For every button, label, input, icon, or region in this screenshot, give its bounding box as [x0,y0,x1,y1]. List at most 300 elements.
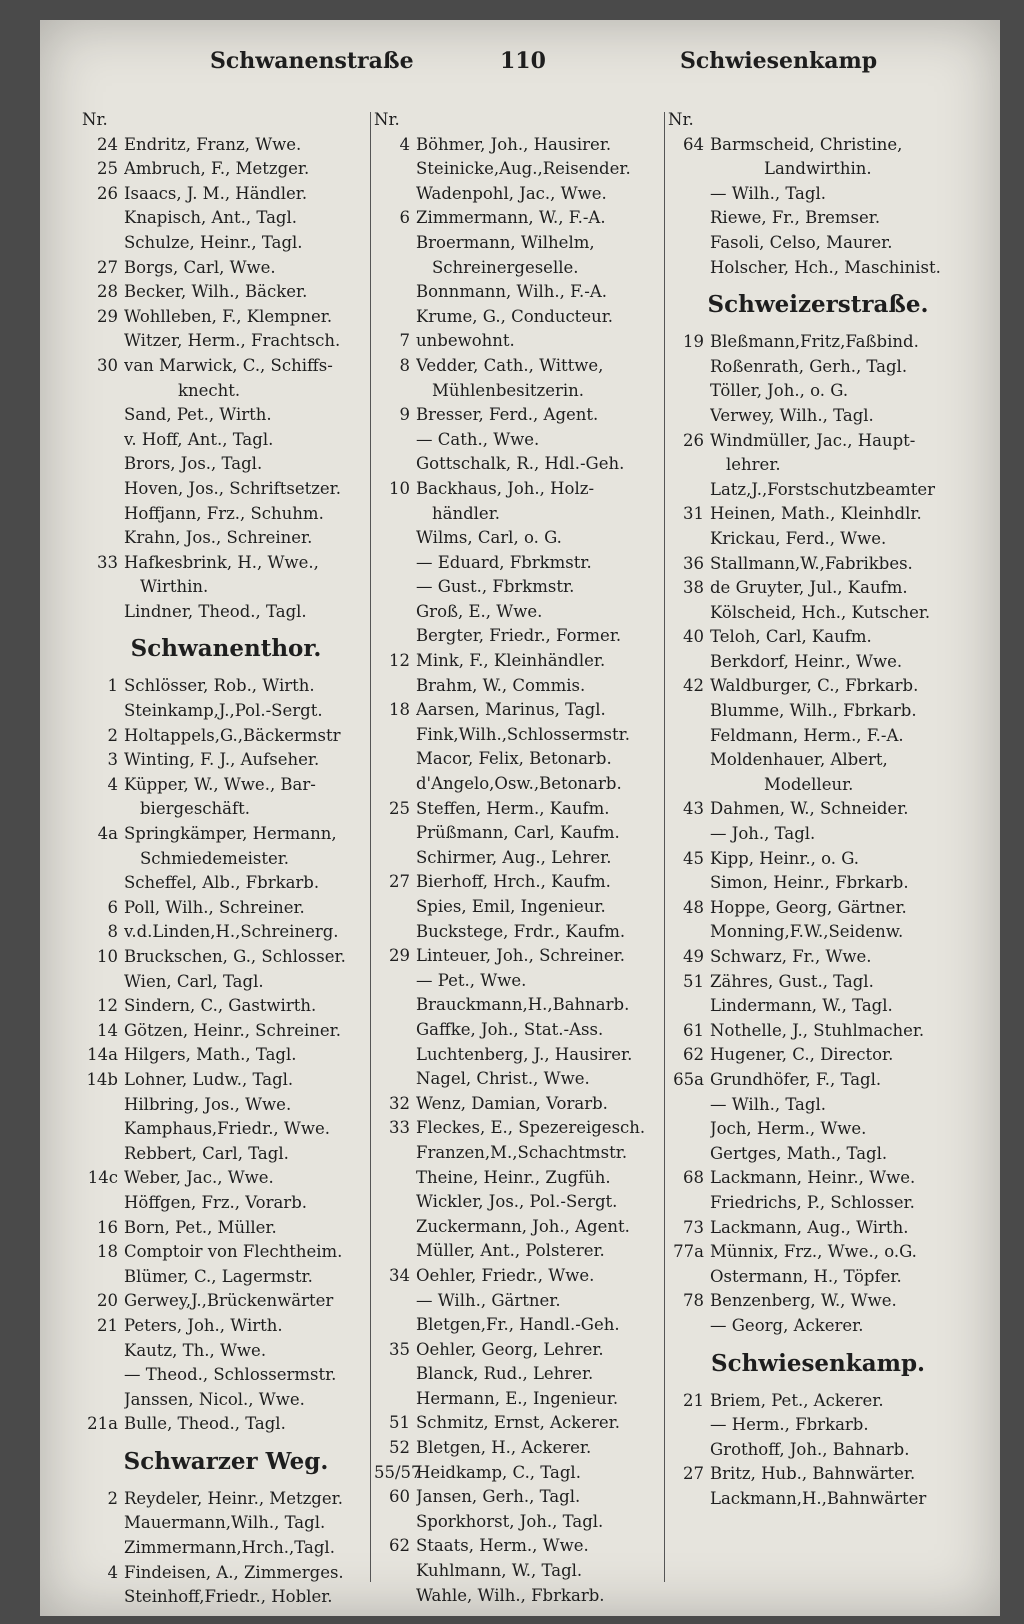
resident-entry: Comptoir von Flechtheim. [124,1242,343,1262]
house-number: 27 [683,1464,704,1484]
resident-entry: Verwey, Wilh., Tagl. [710,405,874,425]
house-number: 36 [683,553,704,573]
resident-entry: Nagel, Christ., Wwe. [416,1069,590,1089]
resident-entry: Gottschalk, R., Hdl.-Geh. [416,454,625,474]
directory-entry [668,650,968,675]
resident-entry: Zähres, Gust., Tagl. [710,971,874,991]
directory-entry [668,256,968,281]
resident-entry: Bletgen,Fr., Handl.-Geh. [416,1315,620,1335]
resident-entry: Lohner, Ludw., Tagl. [124,1069,294,1089]
directory-entry [82,1093,370,1118]
house-number: 49 [683,947,704,966]
directory-entry [668,1166,968,1191]
resident-entry: Blümer, C., Lagermstr. [124,1266,313,1286]
house-number [374,231,416,256]
directory-entry [374,1239,664,1264]
resident-entry: händler. [432,503,501,523]
directory-entry [374,1534,664,1559]
house-number [668,773,710,798]
street-heading: Schweizerstraße. [707,291,929,319]
directory-entry [374,1313,664,1338]
house-number: 65a [673,1069,704,1089]
house-number [668,1314,710,1339]
house-number [374,526,416,551]
directory-entry [668,625,968,650]
house-number [82,1265,124,1290]
house-number [374,1018,416,1043]
resident-entry: Benzenberg, W., Wwe. [710,1291,897,1311]
house-number [374,846,416,871]
house-number [668,1191,710,1216]
resident-entry: Lindermann, W., Tagl. [710,996,893,1016]
house-number: 8 [399,355,410,375]
resident-entry: Prüßmann, Carl, Kaufm. [416,823,620,843]
house-number [374,600,416,625]
house-number [374,993,416,1018]
street-heading: Schwiesenkamp. [710,1349,926,1377]
resident-entry: Kamphaus,Friedr., Wwe. [124,1119,331,1139]
house-number [668,1142,710,1167]
resident-entry: Heinen, Math., Kleinhdlr. [710,504,922,524]
house-number: 60 [389,1487,410,1507]
house-number [374,305,416,330]
house-number: 3 [107,750,118,770]
directory-entry [374,1215,664,1240]
resident-entry: Münnix, Frz., Wwe., o.G. [710,1242,917,1262]
house-number [374,969,416,994]
directory-entry [668,404,968,429]
resident-entry: — Gust., Fbrkmstr. [416,577,575,597]
directory-entry [668,945,968,970]
house-number [668,231,710,256]
directory-entry [82,822,370,847]
house-number: 62 [683,1045,704,1065]
resident-entry: Wien, Carl, Tagl. [124,971,264,991]
house-number: 8 [107,922,118,942]
house-number [374,1362,416,1387]
resident-entry: Schlösser, Rob., Wirth. [124,676,315,696]
house-number [374,674,416,699]
resident-entry: Grothoff, Joh., Bahnarb. [710,1439,910,1459]
house-number: 27 [97,257,118,277]
house-number [668,724,710,749]
resident-entry: Peters, Joh., Wirth. [124,1315,283,1335]
house-number [374,1239,416,1264]
house-number [82,1388,124,1413]
house-number [668,453,710,478]
resident-entry: — Wilh., Tagl. [710,1094,826,1114]
house-number: 14b [86,1069,118,1089]
directory-entry [82,379,370,404]
house-number: 43 [683,799,704,819]
resident-entry: Steffen, Herm., Kaufm. [416,798,610,818]
house-number: 10 [97,947,118,966]
directory-entry [668,133,968,158]
resident-entry: Krahn, Jos., Schreiner. [124,528,313,548]
house-number: 16 [97,1217,118,1237]
house-number: 14 [97,1020,118,1040]
house-number: 4 [107,774,118,794]
nr-label: Nr. [668,110,694,129]
directory-entry [668,920,968,945]
resident-entry: Reydeler, Heinr., Metzger. [124,1488,343,1508]
directory-entry [82,403,370,428]
directory-entry [668,552,968,577]
resident-entry: Friedrichs, P., Schlosser. [710,1192,915,1212]
resident-entry: Gaffke, Joh., Stat.-Ass. [416,1019,604,1039]
resident-entry: Gerwey,J.,Brückenwärter [124,1291,334,1311]
house-number [668,379,710,404]
directory-entry [668,157,968,182]
house-number: 14c [87,1168,118,1188]
house-number [374,1584,416,1609]
house-number [82,1363,124,1388]
resident-entry: de Gruyter, Jul., Kaufm. [710,578,908,598]
house-number: 28 [97,282,118,302]
resident-entry: Findeisen, A., Zimmerges. [124,1562,344,1582]
directory-entry [82,994,370,1019]
directory-entry [668,1142,968,1167]
directory-entry [668,871,968,896]
resident-entry: Springkämper, Hermann, [124,824,337,844]
directory-entry [82,600,370,625]
house-number: 14a [87,1045,118,1065]
directory-entry [82,748,370,773]
directory-entry [82,280,370,305]
resident-entry: Hilgers, Math., Tagl. [124,1045,297,1065]
directory-entry [82,1117,370,1142]
house-number [668,527,710,552]
resident-entry: Hugener, C., Director. [710,1045,894,1065]
resident-entry: Holtappels,G.,Bäckermstr [124,725,341,745]
resident-entry: Barmscheid, Christine, [710,134,903,154]
header-right-street: Schwiesenkamp [680,48,878,74]
directory-entry [374,649,664,674]
resident-entry: Weber, Jac., Wwe. [124,1168,274,1188]
resident-entry: Janssen, Nicol., Wwe. [124,1389,305,1409]
resident-entry: Grundhöfer, F., Tagl. [710,1069,882,1089]
house-number [668,404,710,429]
house-number [668,157,710,182]
column-1 [82,108,370,1610]
house-number [374,895,416,920]
resident-entry: — Joh., Tagl. [710,824,816,844]
directory-entry [82,1487,370,1512]
directory-entry [374,502,664,527]
resident-entry: Scheffel, Alb., Fbrkarb. [124,873,320,893]
resident-entry: d'Angelo,Osw.,Betonarb. [416,774,622,794]
directory-entry [668,1216,968,1241]
directory-entry [668,1019,968,1044]
house-number [668,206,710,231]
resident-entry: Riewe, Fr., Bremser. [710,208,881,228]
directory-entry [668,1117,968,1142]
resident-entry: Groß, E., Wwe. [416,601,543,621]
resident-entry: Wahle, Wilh., Fbrkarb. [416,1585,605,1605]
house-number [82,1191,124,1216]
house-number [668,182,710,207]
resident-entry: Broermann, Wilhelm, [416,232,595,252]
directory-entry [82,329,370,354]
resident-entry: Isaacs, J. M., Händler. [124,183,308,203]
directory-entry [374,1092,664,1117]
directory-entry [82,871,370,896]
directory-entry [668,206,968,231]
resident-entry: Schirmer, Aug., Lehrer. [416,847,612,867]
resident-entry: — Georg, Ackerer. [710,1315,864,1335]
resident-entry: Poll, Wilh., Schreiner. [124,897,305,917]
resident-entry: Höffgen, Frz., Vorarb. [124,1192,308,1212]
house-number [668,1438,710,1463]
directory-entry [82,699,370,724]
house-number: 29 [389,946,410,966]
resident-entry: Hermann, E., Ingenieur. [416,1388,619,1408]
page-header [40,48,1000,88]
directory-entry [374,674,664,699]
directory-entry [82,477,370,502]
directory-entry [374,1264,664,1289]
directory-entry [374,1362,664,1387]
directory-entry [374,1436,664,1461]
resident-entry: Vedder, Cath., Wittwe, [416,355,604,375]
resident-entry: v.d.Linden,H.,Schreinerg. [124,922,339,942]
directory-entry [668,773,968,798]
directory-entry [374,797,664,822]
house-number [374,428,416,453]
directory-entry [668,994,968,1019]
house-number: 73 [683,1217,704,1237]
directory-entry [374,403,664,428]
directory-entry [374,993,664,1018]
directory-entry [374,305,664,330]
house-number [82,970,124,995]
directory-entry [374,329,664,354]
resident-entry: Schulze, Heinr., Tagl. [124,232,303,252]
directory-entry [668,797,968,822]
directory-entry [82,206,370,231]
directory-entry [374,1485,664,1510]
directory-entry [374,821,664,846]
resident-entry: Ambruch, F., Metzger. [124,159,310,179]
directory-entry [82,1019,370,1044]
street-heading: Schwarzer Weg. [123,1447,329,1475]
resident-entry: — Wilh., Gärtner. [416,1290,561,1310]
house-number: 38 [683,578,704,598]
directory-entry [374,1043,664,1068]
house-number [82,847,124,872]
house-number [374,821,416,846]
resident-entry: Roßenrath, Gerh., Tagl. [710,356,908,376]
directory-entry [668,1093,968,1118]
directory-entry [374,1461,664,1486]
house-number: 4a [97,824,118,844]
house-number [374,920,416,945]
resident-entry: Lackmann, Heinr., Wwe. [710,1168,916,1188]
directory-entry [82,1142,370,1167]
house-number [82,797,124,822]
directory-entry [82,1240,370,1265]
resident-entry: Blumme, Wilh., Fbrkarb. [710,701,917,721]
nr-label: Nr. [374,110,400,129]
resident-entry: Wohlleben, F., Klempner. [124,306,333,326]
house-number [374,723,416,748]
resident-entry: Gertges, Math., Tagl. [710,1143,888,1163]
resident-entry: Mauermann,Wilh., Tagl. [124,1513,326,1533]
house-number: 19 [683,332,704,352]
directory-entry [374,1559,664,1584]
directory-entry [374,1510,664,1535]
directory-entry [82,231,370,256]
resident-entry: Kipp, Heinr., o. G. [710,848,860,868]
directory-entry [374,1116,664,1141]
directory-entry [374,133,664,158]
house-number [374,502,416,527]
house-number [374,1043,416,1068]
house-number [374,1510,416,1535]
house-number [668,822,710,847]
house-number [82,231,124,256]
house-number [82,477,124,502]
directory-entry [82,1412,370,1437]
directory-entry [374,944,664,969]
resident-entry: biergeschäft. [140,799,250,819]
resident-entry: Sand, Pet., Wirth. [124,405,272,425]
directory-entry [668,478,968,503]
resident-entry: Bergter, Friedr., Former. [416,626,622,646]
resident-entry: Steinkamp,J.,Pol.-Sergt. [124,701,323,721]
house-number [374,1313,416,1338]
directory-entry [668,1314,968,1339]
house-number: 33 [389,1118,410,1138]
directory-entry [82,575,370,600]
house-number: 20 [97,1291,118,1311]
directory-entry [668,429,968,454]
house-number [82,1511,124,1536]
house-number [374,157,416,182]
house-number [82,452,124,477]
house-number [668,1265,710,1290]
directory-entry [82,182,370,207]
house-number [82,1093,124,1118]
house-number [82,1117,124,1142]
directory-entry [82,847,370,872]
resident-entry: Britz, Hub., Bahnwärter. [710,1464,916,1484]
resident-entry: Mühlenbesitzerin. [432,380,585,400]
column-3 [668,108,968,1511]
directory-entry [82,305,370,330]
resident-entry: Modelleur. [764,774,854,794]
resident-entry: Holscher, Hch., Maschinist. [710,257,941,277]
resident-entry: Endritz, Franz, Wwe. [124,134,302,154]
resident-entry: Blanck, Rud., Lehrer. [416,1364,594,1384]
directory-entry [82,551,370,576]
resident-entry: Kölscheid, Hch., Kutscher. [710,602,931,622]
resident-entry: Buckstege, Frdr., Kaufm. [416,921,626,941]
resident-entry: Rebbert, Carl, Tagl. [124,1143,289,1163]
column-divider [664,112,665,1582]
house-number [82,1585,124,1610]
directory-entry [668,1289,968,1314]
resident-entry: Bleßmann,Fritz,Faßbind. [710,332,919,352]
resident-entry: Müller, Ant., Polsterer. [416,1241,605,1261]
directory-entry [668,1487,968,1512]
directory-entry [82,1339,370,1364]
house-number: 21a [87,1414,118,1434]
directory-entry [668,1043,968,1068]
directory-entry [374,1338,664,1363]
house-number: 24 [97,134,118,154]
resident-entry: — Wilh., Tagl. [710,183,826,203]
directory-entry [668,1389,968,1414]
directory-entry [82,1314,370,1339]
directory-entry [374,280,664,305]
directory-entry [374,600,664,625]
resident-entry: Monning,F.W.,Seidenw. [710,922,904,942]
directory-entry [374,206,664,231]
directory-entry [374,1387,664,1412]
resident-entry: knecht. [178,380,241,400]
house-number [668,478,710,503]
resident-entry: — Herm., Fbrkarb. [710,1415,869,1435]
resident-entry: — Pet., Wwe. [416,970,527,990]
directory-entry [374,379,664,404]
directory-entry [82,797,370,822]
directory-entry [668,231,968,256]
house-number [668,920,710,945]
house-number: 2 [107,1488,118,1508]
directory-entry [374,747,664,772]
directory-entry [82,1511,370,1536]
directory-entry [374,1584,664,1609]
resident-entry: Krickau, Ferd., Wwe. [710,528,887,548]
directory-entry [374,575,664,600]
house-number: 2 [107,725,118,745]
house-number: 26 [97,183,118,203]
directory-entry [668,1413,968,1438]
resident-entry: Hoppe, Georg, Gärtner. [710,897,907,917]
resident-entry: Borgs, Carl, Wwe. [124,257,276,277]
house-number: 61 [683,1020,704,1040]
resident-entry: Berkdorf, Heinr., Wwe. [710,651,903,671]
resident-entry: Feldmann, Herm., F.-A. [710,725,904,745]
directory-entry [82,1166,370,1191]
resident-entry: lehrer. [726,455,781,475]
directory-entry [374,895,664,920]
resident-entry: Winting, F. J., Aufseher. [124,750,320,770]
directory-entry [668,1438,968,1463]
house-number [82,379,124,404]
resident-entry: Böhmer, Joh., Hausirer. [416,134,612,154]
resident-entry: v. Hoff, Ant., Tagl. [124,429,274,449]
house-number [668,650,710,675]
directory-entry [668,1462,968,1487]
directory-entry [82,1043,370,1068]
house-number: 18 [97,1242,118,1262]
house-number [82,871,124,896]
house-number [82,206,124,231]
street-heading: Schwanenthor. [130,635,322,663]
house-number: 21 [683,1390,704,1410]
resident-entry: Hafkesbrink, H., Wwe., [124,552,319,572]
house-number: 68 [683,1168,704,1188]
resident-entry: Zimmermann, W., F.-A. [416,208,606,228]
directory-entry [668,1265,968,1290]
directory-entry [374,723,664,748]
directory-entry [374,354,664,379]
directory-entry [668,674,968,699]
house-number [668,1093,710,1118]
directory-entry [668,330,968,355]
